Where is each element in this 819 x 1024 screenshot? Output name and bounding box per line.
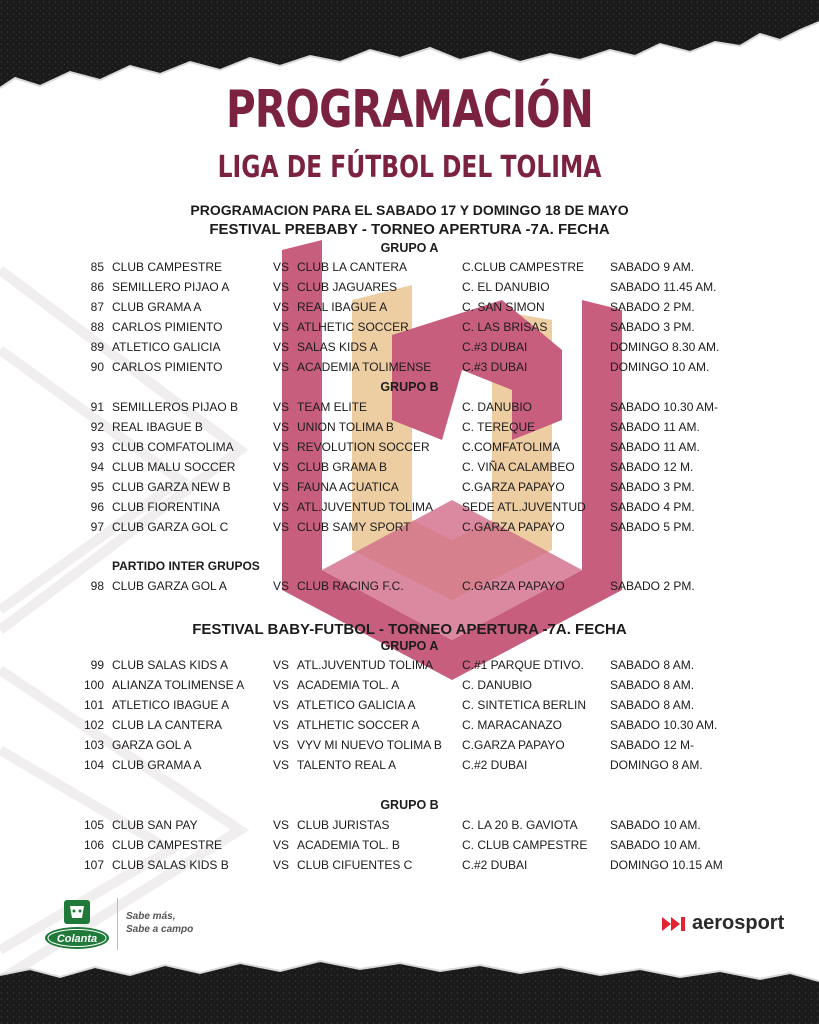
match-row [0,579,819,599]
away-team: ATL.JUVENTUD TOLIMA [297,658,434,672]
venue: C.COMFATOLIMA [462,440,561,454]
match-row [0,300,819,320]
match-row [0,698,819,718]
prebaby-group-a-label: GRUPO A [380,241,439,255]
home-team: CLUB GRAMA A [112,758,202,772]
away-team: CLUB JURISTAS [297,818,390,832]
match-number: 102 [83,718,104,732]
away-team: ATLETICO GALICIA A [297,698,416,712]
versus-label: VS [273,698,290,712]
versus-label: VS [273,500,290,514]
match-time: SABADO 12 M- [610,738,695,752]
away-team: TALENTO REAL A [297,758,397,772]
fast-forward-icon [662,917,688,931]
venue: C. SINTETICA BERLIN [462,698,587,712]
match-row [0,858,819,878]
match-time: SABADO 10 AM. [610,818,701,832]
venue: C. SAN SIMON [462,300,545,314]
home-team: ATLETICO GALICIA [112,340,221,354]
match-row [0,718,819,738]
aerosport-logo [662,912,784,935]
baby-heading: FESTIVAL BABY-FUTBOL - TORNEO APERTURA -7A. FECHA [192,621,627,638]
away-team: ATL.JUVENTUD TOLIMA [297,500,434,514]
venue: C.GARZA PAPAYO [462,480,565,494]
match-number: 105 [83,818,104,832]
home-team: CARLOS PIMIENTO [112,360,223,374]
home-team: CARLOS PIMIENTO [112,320,223,334]
home-team: CLUB MALU SOCCER [112,460,236,474]
versus-label: VS [273,520,290,534]
slogan-line-1: Sabe más, [126,911,176,922]
away-team: CLUB JAGUARES [297,280,398,294]
away-team: ATLHETIC SOCCER [297,320,409,334]
versus-label: VS [273,320,290,334]
match-time: DOMINGO 8.30 AM. [610,340,720,354]
away-team: CLUB LA CANTERA [297,260,408,274]
home-team: CLUB CAMPESTRE [112,260,223,274]
home-team: CLUB SALAS KIDS B [112,858,229,872]
venue: C. EL DANUBIO [462,280,550,294]
match-number: 85 [90,260,104,274]
match-time: SABADO 10 AM. [610,838,701,852]
away-team: UNION TOLIMA B [297,420,394,434]
match-time: SABADO 10.30 AM- [610,400,719,414]
match-number: 92 [90,420,104,434]
versus-label: VS [273,420,290,434]
match-time: SABADO 3 PM. [610,320,695,334]
venue: C.GARZA PAPAYO [462,579,565,593]
away-team: REVOLUTION SOCCER [297,440,430,454]
match-time: SABADO 3 PM. [610,480,695,494]
footer-separator [117,898,118,950]
versus-label: VS [273,758,290,772]
baby-group-b-label: GRUPO B [380,798,439,812]
match-row [0,280,819,300]
venue: C.#2 DUBAI [462,858,528,872]
match-number: 86 [90,280,104,294]
home-team: CLUB CAMPESTRE [112,838,223,852]
match-time: SABADO 5 PM. [610,520,695,534]
match-time: SABADO 2 PM. [610,579,695,593]
venue: C.#3 DUBAI [462,360,528,374]
match-time: SABADO 11 AM. [610,420,700,434]
page-title: PROGRAMACIÓN [225,80,594,140]
home-team: GARZA GOL A [112,738,192,752]
versus-label: VS [273,400,290,414]
versus-label: VS [273,678,290,692]
match-row [0,340,819,360]
match-row [0,520,819,540]
away-team: TEAM ELITE [297,400,368,414]
match-row [0,460,819,480]
colanta-logo [44,900,110,957]
match-number: 106 [83,838,104,852]
match-row [0,758,819,778]
away-team: CLUB CIFUENTES C [297,858,413,872]
match-number: 101 [83,698,104,712]
match-row [0,360,819,380]
venue: C. VIÑA CALAMBEO [462,460,575,474]
aerosport-name: aerosport [692,912,785,934]
match-row [0,738,819,758]
home-team: CLUB GRAMA A [112,300,202,314]
versus-label: VS [273,280,290,294]
home-team: ATLETICO IBAGUE A [112,698,230,712]
versus-label: VS [273,818,290,832]
match-time: SABADO 9 AM. [610,260,695,274]
venue: C. TEREQUE [462,420,536,434]
versus-label: VS [273,340,290,354]
match-number: 100 [83,678,104,692]
versus-label: VS [273,260,290,274]
match-row [0,658,819,678]
slogan-line-2: Sabe a campo [126,924,194,935]
schedule-heading: PROGRAMACION PARA EL SABADO 17 Y DOMINGO 18 DE MAYO [190,202,629,218]
venue: C. MARACANAZO [462,718,563,732]
home-team: CLUB SALAS KIDS A [112,658,229,672]
away-team: ACADEMIA TOL. A [297,678,400,692]
prebaby-heading: FESTIVAL PREBABY - TORNEO APERTURA -7A. FECHA [209,221,610,238]
venue: C.GARZA PAPAYO [462,520,565,534]
venue: C. CLUB CAMPESTRE [462,838,588,852]
match-row [0,838,819,858]
match-time: SABADO 8 AM. [610,678,695,692]
home-team: CLUB GARZA GOL C [112,520,229,534]
colanta-logo-text: Colanta [56,933,98,945]
match-number: 99 [90,658,104,672]
match-row [0,400,819,420]
torn-paper-bottom-decoration [0,955,819,1024]
away-team: CLUB SAMY SPORT [297,520,411,534]
match-time: SABADO 12 M. [610,460,694,474]
colanta-slogan [126,910,193,936]
match-row [0,260,819,280]
prebaby-group-b-label: GRUPO B [380,380,439,394]
venue: C. DANUBIO [462,678,533,692]
match-number: 90 [90,360,104,374]
versus-label: VS [273,738,290,752]
venue: C.CLUB CAMPESTRE [462,260,585,274]
away-team: FAUNA ACUATICA [297,480,399,494]
match-number: 91 [90,400,104,414]
match-time: SABADO 2 PM. [610,300,695,314]
inter-group-label: PARTIDO INTER GRUPOS [112,559,260,573]
venue: C. DANUBIO [462,400,533,414]
match-row [0,678,819,698]
match-time: SABADO 4 PM. [610,500,695,514]
match-time: DOMINGO 8 AM. [610,758,703,772]
away-team: ACADEMIA TOLIMENSE [297,360,432,374]
venue: C.#2 DUBAI [462,758,528,772]
match-number: 95 [90,480,104,494]
away-team: CLUB RACING F.C. [297,579,404,593]
away-team: VYV MI NUEVO TOLIMA B [297,738,442,752]
match-row [0,480,819,500]
match-row [0,440,819,460]
match-number: 87 [90,300,104,314]
match-number: 103 [83,738,104,752]
versus-label: VS [273,360,290,374]
baby-group-a-label: GRUPO A [380,639,439,653]
match-number: 107 [83,858,104,872]
venue: C.#3 DUBAI [462,340,528,354]
match-row [0,818,819,838]
match-number: 88 [90,320,104,334]
page-subtitle: LIGA DE FÚTBOL DEL TOLIMA [217,150,602,185]
home-team: CLUB LA CANTERA [112,718,223,732]
venue: C. LA 20 B. GAVIOTA [462,818,578,832]
match-number: 93 [90,440,104,454]
versus-label: VS [273,658,290,672]
versus-label: VS [273,579,290,593]
home-team: CLUB FIORENTINA [112,500,221,514]
match-number: 98 [90,579,104,593]
home-team: REAL IBAGUE B [112,420,203,434]
away-team: SALAS KIDS A [297,340,378,354]
versus-label: VS [273,718,290,732]
match-row [0,420,819,440]
home-team: CLUB GARZA GOL A [112,579,227,593]
match-number: 94 [90,460,104,474]
away-team: REAL IBAGUE A [297,300,388,314]
versus-label: VS [273,480,290,494]
versus-label: VS [273,858,290,872]
versus-label: VS [273,838,290,852]
away-team: CLUB GRAMA B [297,460,388,474]
venue: C.GARZA PAPAYO [462,738,565,752]
match-number: 89 [90,340,104,354]
home-team: CLUB COMFATOLIMA [112,440,234,454]
home-team: SEMILLEROS PIJAO B [112,400,239,414]
away-team: ACADEMIA TOL. B [297,838,400,852]
match-time: DOMINGO 10.15 AM [610,858,723,872]
venue: C.#1 PARQUE DTIVO. [462,658,584,672]
venue: SEDE ATL.JUVENTUD [462,500,586,514]
match-number: 104 [83,758,104,772]
away-team: ATLHETIC SOCCER A [297,718,420,732]
match-time: SABADO 8 AM. [610,658,695,672]
home-team: CLUB SAN PAY [112,818,198,832]
match-row [0,500,819,520]
match-row [0,320,819,340]
match-time: SABADO 11 AM. [610,440,700,454]
home-team: SEMILLERO PIJAO A [112,280,230,294]
venue: C. LAS BRISAS [462,320,548,334]
match-number: 96 [90,500,104,514]
match-time: DOMINGO 10 AM. [610,360,710,374]
match-time: SABADO 11.45 AM. [610,280,717,294]
versus-label: VS [273,300,290,314]
match-number: 97 [90,520,104,534]
versus-label: VS [273,440,290,454]
home-team: CLUB GARZA NEW B [112,480,231,494]
home-team: ALIANZA TOLIMENSE A [112,678,245,692]
match-time: SABADO 8 AM. [610,698,695,712]
torn-paper-top-decoration [0,0,819,95]
match-time: SABADO 10.30 AM. [610,718,718,732]
versus-label: VS [273,460,290,474]
